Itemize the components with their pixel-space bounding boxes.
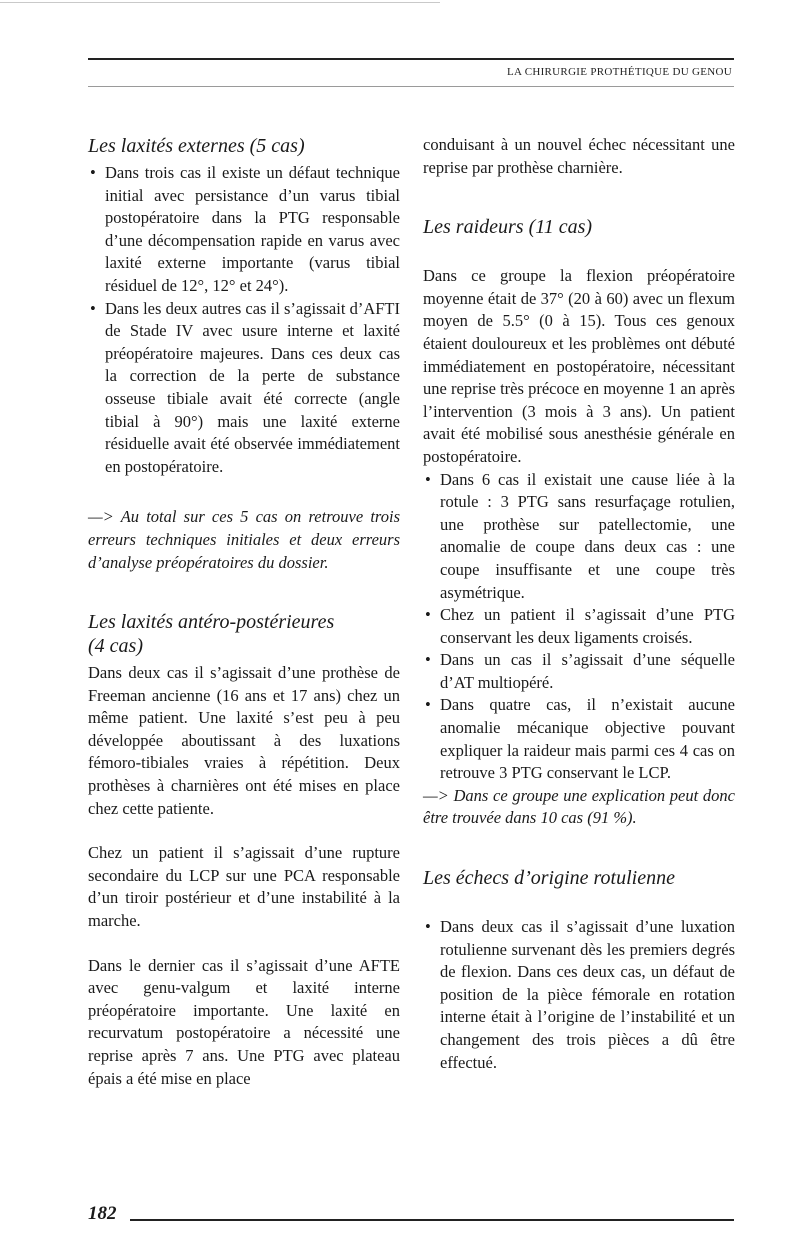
left-column: [88, 134, 400, 1090]
list-item: • Dans deux cas il s’agissait d’une luxation rotulienne survenant dès les premiers degrés de flexion. Dans ces deux cas, un défaut de position de la pièce fémorale en rotation interne était à l’origine de l’instabilité et un changement des trois pièces a dû être effectué.: [423, 916, 735, 1074]
header-rule: [88, 58, 734, 60]
header-rule-thin: [88, 86, 734, 87]
page-number: 182: [88, 1203, 117, 1224]
externes-total: —> Au total sur ces 5 cas on retrouve trois erreurs techniques initiales et deux erreurs d’analyse préopératoires du dossier.: [88, 507, 400, 572]
list-item: • Dans 6 cas il existait une cause liée à la rotule : 3 PTG sans resurfaçage rotulien, une prothèse sur patellectomie, une anomalie de coupe dans deux cas : une coupe insuffisante et une coupe très asymétrique.: [423, 469, 735, 605]
heading-laxites-externes: Les laxités externes (5 cas): [88, 135, 305, 157]
list-item: • Dans quatre cas, il n’existait aucune anomalie mécanique objective pouvant expliquer la raideur mais parmi ces 4 cas on retrouve 3 PTG conservant le LCP.: [423, 694, 735, 784]
scan-artifact-line: [0, 2, 440, 3]
heading-laxites-ap-count: (4 cas): [88, 635, 143, 658]
raideurs-conclusion: —> Dans ce groupe une explication peut donc être trouvée dans 10 cas (91 %).: [423, 785, 735, 828]
heading-raideurs: Les raideurs (11 cas): [423, 216, 593, 239]
paragraph: Dans ce groupe la flexion préopératoire moyenne était de 37° (20 à 60) avec un flexum moyen de 5.5° (0 à 15). Tous ces genoux étaient douloureux et les problèmes ont débuté immédiatement en postopératoire, nécessitant une reprise très précoce en moyenne 1 an après l’intervention (3 mois à 3 ans). Un patient avait été mobilisé sous anesthésie générale en postopératoire.: [423, 266, 735, 466]
list-item: • Dans un cas il s’agissait d’une séquelle d’AT multiopéré.: [423, 649, 735, 694]
externes-list: [88, 162, 400, 478]
footer-rule: [130, 1219, 734, 1221]
raideurs-list: [423, 469, 735, 785]
paragraph: Chez un patient il s’agissait d’une rupture secondaire du LCP sur une PCA responsable d’un tiroir postérieur et d’une instabilité à la marche.: [88, 843, 400, 931]
running-title: LA CHIRURGIE PROTHÉTIQUE DU GENOU: [507, 66, 732, 78]
paragraph: Dans deux cas il s’agissait d’une prothèse de Freeman ancienne (16 ans et 17 ans) chez un même patient. Une laxité s’est peu à peu développée aboutissant à des luxations fémoro-tibiales vraies à répétition. Deux prothèses à charnières ont été mises en place chez cette patiente.: [88, 663, 400, 818]
paragraph: conduisant à un nouvel échec nécessitant une reprise par prothèse charnière.: [423, 135, 735, 177]
list-item: • Dans trois cas il existe un défaut technique initial avec persistance d’un varus tibial postopératoire dans la PTG responsable d’une décompensation rapide en varus avec laxité externe importante (varus tibial résiduel de 12°, 12° et 24°).: [88, 162, 400, 298]
heading-laxites-ap: Les laxités antéro-postérieures: [88, 611, 335, 634]
paragraph: Dans le dernier cas il s’agissait d’une AFTE avec genu-valgum et laxité interne préopératoire importante. Une laxité en recurvatum postopératoire a nécessité une reprise après 7 ans. Une PTG avec plateau épais a été mise en place: [88, 955, 400, 1088]
right-column: [423, 134, 735, 1074]
rotulienne-list: [423, 916, 735, 1074]
list-item: • Dans les deux autres cas il s’agissait d’AFTI de Stade IV avec usure interne et laxité préopératoire majeures. Dans ces deux cas la correction de la perte de substance osseuse tibiale avait été correcte (angle tibial à 90°) mais une laxité externe résiduelle avait été observée immédiatement en postopératoire.: [88, 298, 400, 479]
list-item: • Chez un patient il s’agissait d’une PTG conservant les deux ligaments croisés.: [423, 604, 735, 649]
heading-echecs-rotuliens: Les échecs d’origine rotulienne: [423, 867, 675, 890]
